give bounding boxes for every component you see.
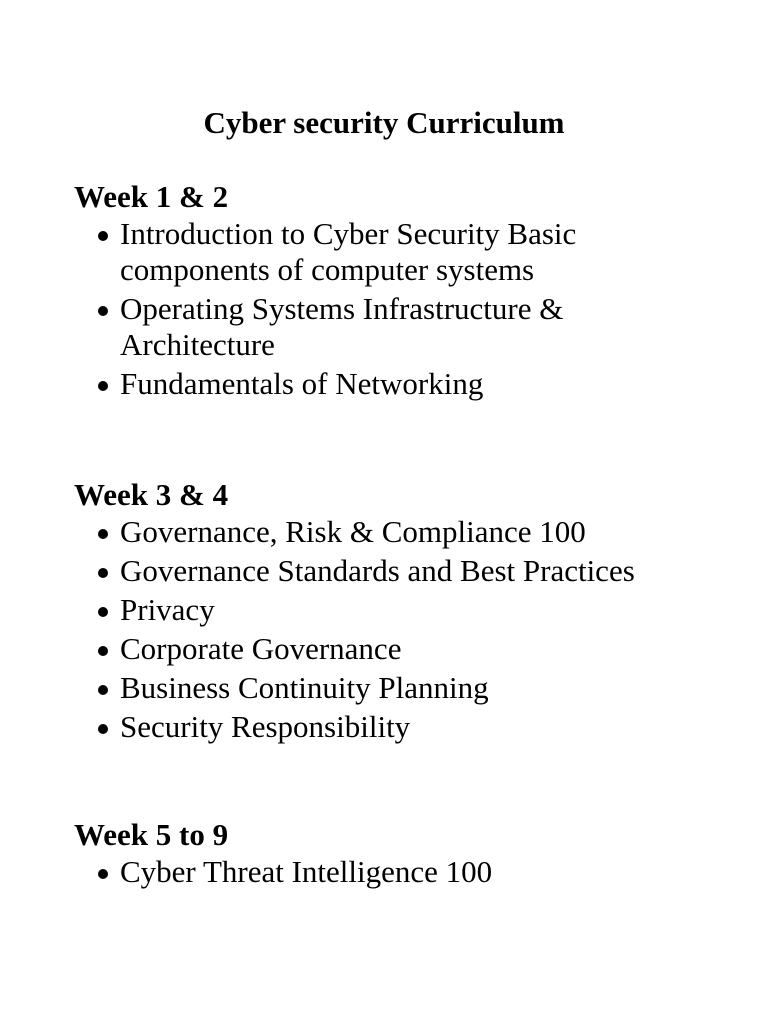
list-item-text: Fundamentals of Networking: [120, 366, 484, 401]
list-item: [74, 291, 714, 363]
week-1-2-section: [74, 178, 714, 405]
week-5-9-section: [74, 816, 714, 893]
list-item: [74, 514, 714, 550]
bullet-icon: [98, 381, 108, 391]
bullet-icon: [98, 724, 108, 734]
list-item-text: Governance, Risk & Compliance 100: [120, 514, 586, 549]
list-item-text: Introduction to Cyber Security Basic components of computer systems: [120, 216, 577, 287]
bullet-icon: [98, 685, 108, 695]
topic-list: [74, 216, 714, 402]
list-item-text: Operating Systems Infrastructure & Architecture: [120, 291, 564, 362]
list-item-text: Business Continuity Planning: [120, 670, 489, 705]
document-title: Cyber security Curriculum: [203, 105, 565, 140]
list-item-text: Security Responsibility: [120, 709, 411, 744]
list-item: [74, 709, 714, 745]
list-item: [74, 366, 714, 402]
bullet-icon: [98, 231, 108, 241]
list-item: [74, 631, 714, 667]
week-heading: Week 5 to 9: [74, 817, 229, 852]
bullet-icon: [98, 869, 108, 879]
list-item-text: Governance Standards and Best Practices: [120, 553, 635, 588]
topic-list: [74, 514, 714, 745]
list-item: [74, 670, 714, 706]
list-item: [74, 854, 714, 890]
list-item: [74, 553, 714, 589]
list-item-text: Corporate Governance: [120, 631, 402, 666]
bullet-icon: [98, 646, 108, 656]
bullet-icon: [98, 568, 108, 578]
list-item: [74, 592, 714, 628]
bullet-icon: [98, 607, 108, 617]
bullet-icon: [98, 529, 108, 539]
bullet-icon: [98, 306, 108, 316]
list-item-text: Cyber Threat Intelligence 100: [120, 854, 493, 889]
list-item-text: Privacy: [120, 592, 215, 627]
week-heading: Week 3 & 4: [74, 477, 229, 512]
week-heading: Week 1 & 2: [74, 179, 229, 214]
list-item: [74, 216, 714, 288]
week-3-4-section: [74, 476, 714, 748]
topic-list: [74, 854, 714, 890]
